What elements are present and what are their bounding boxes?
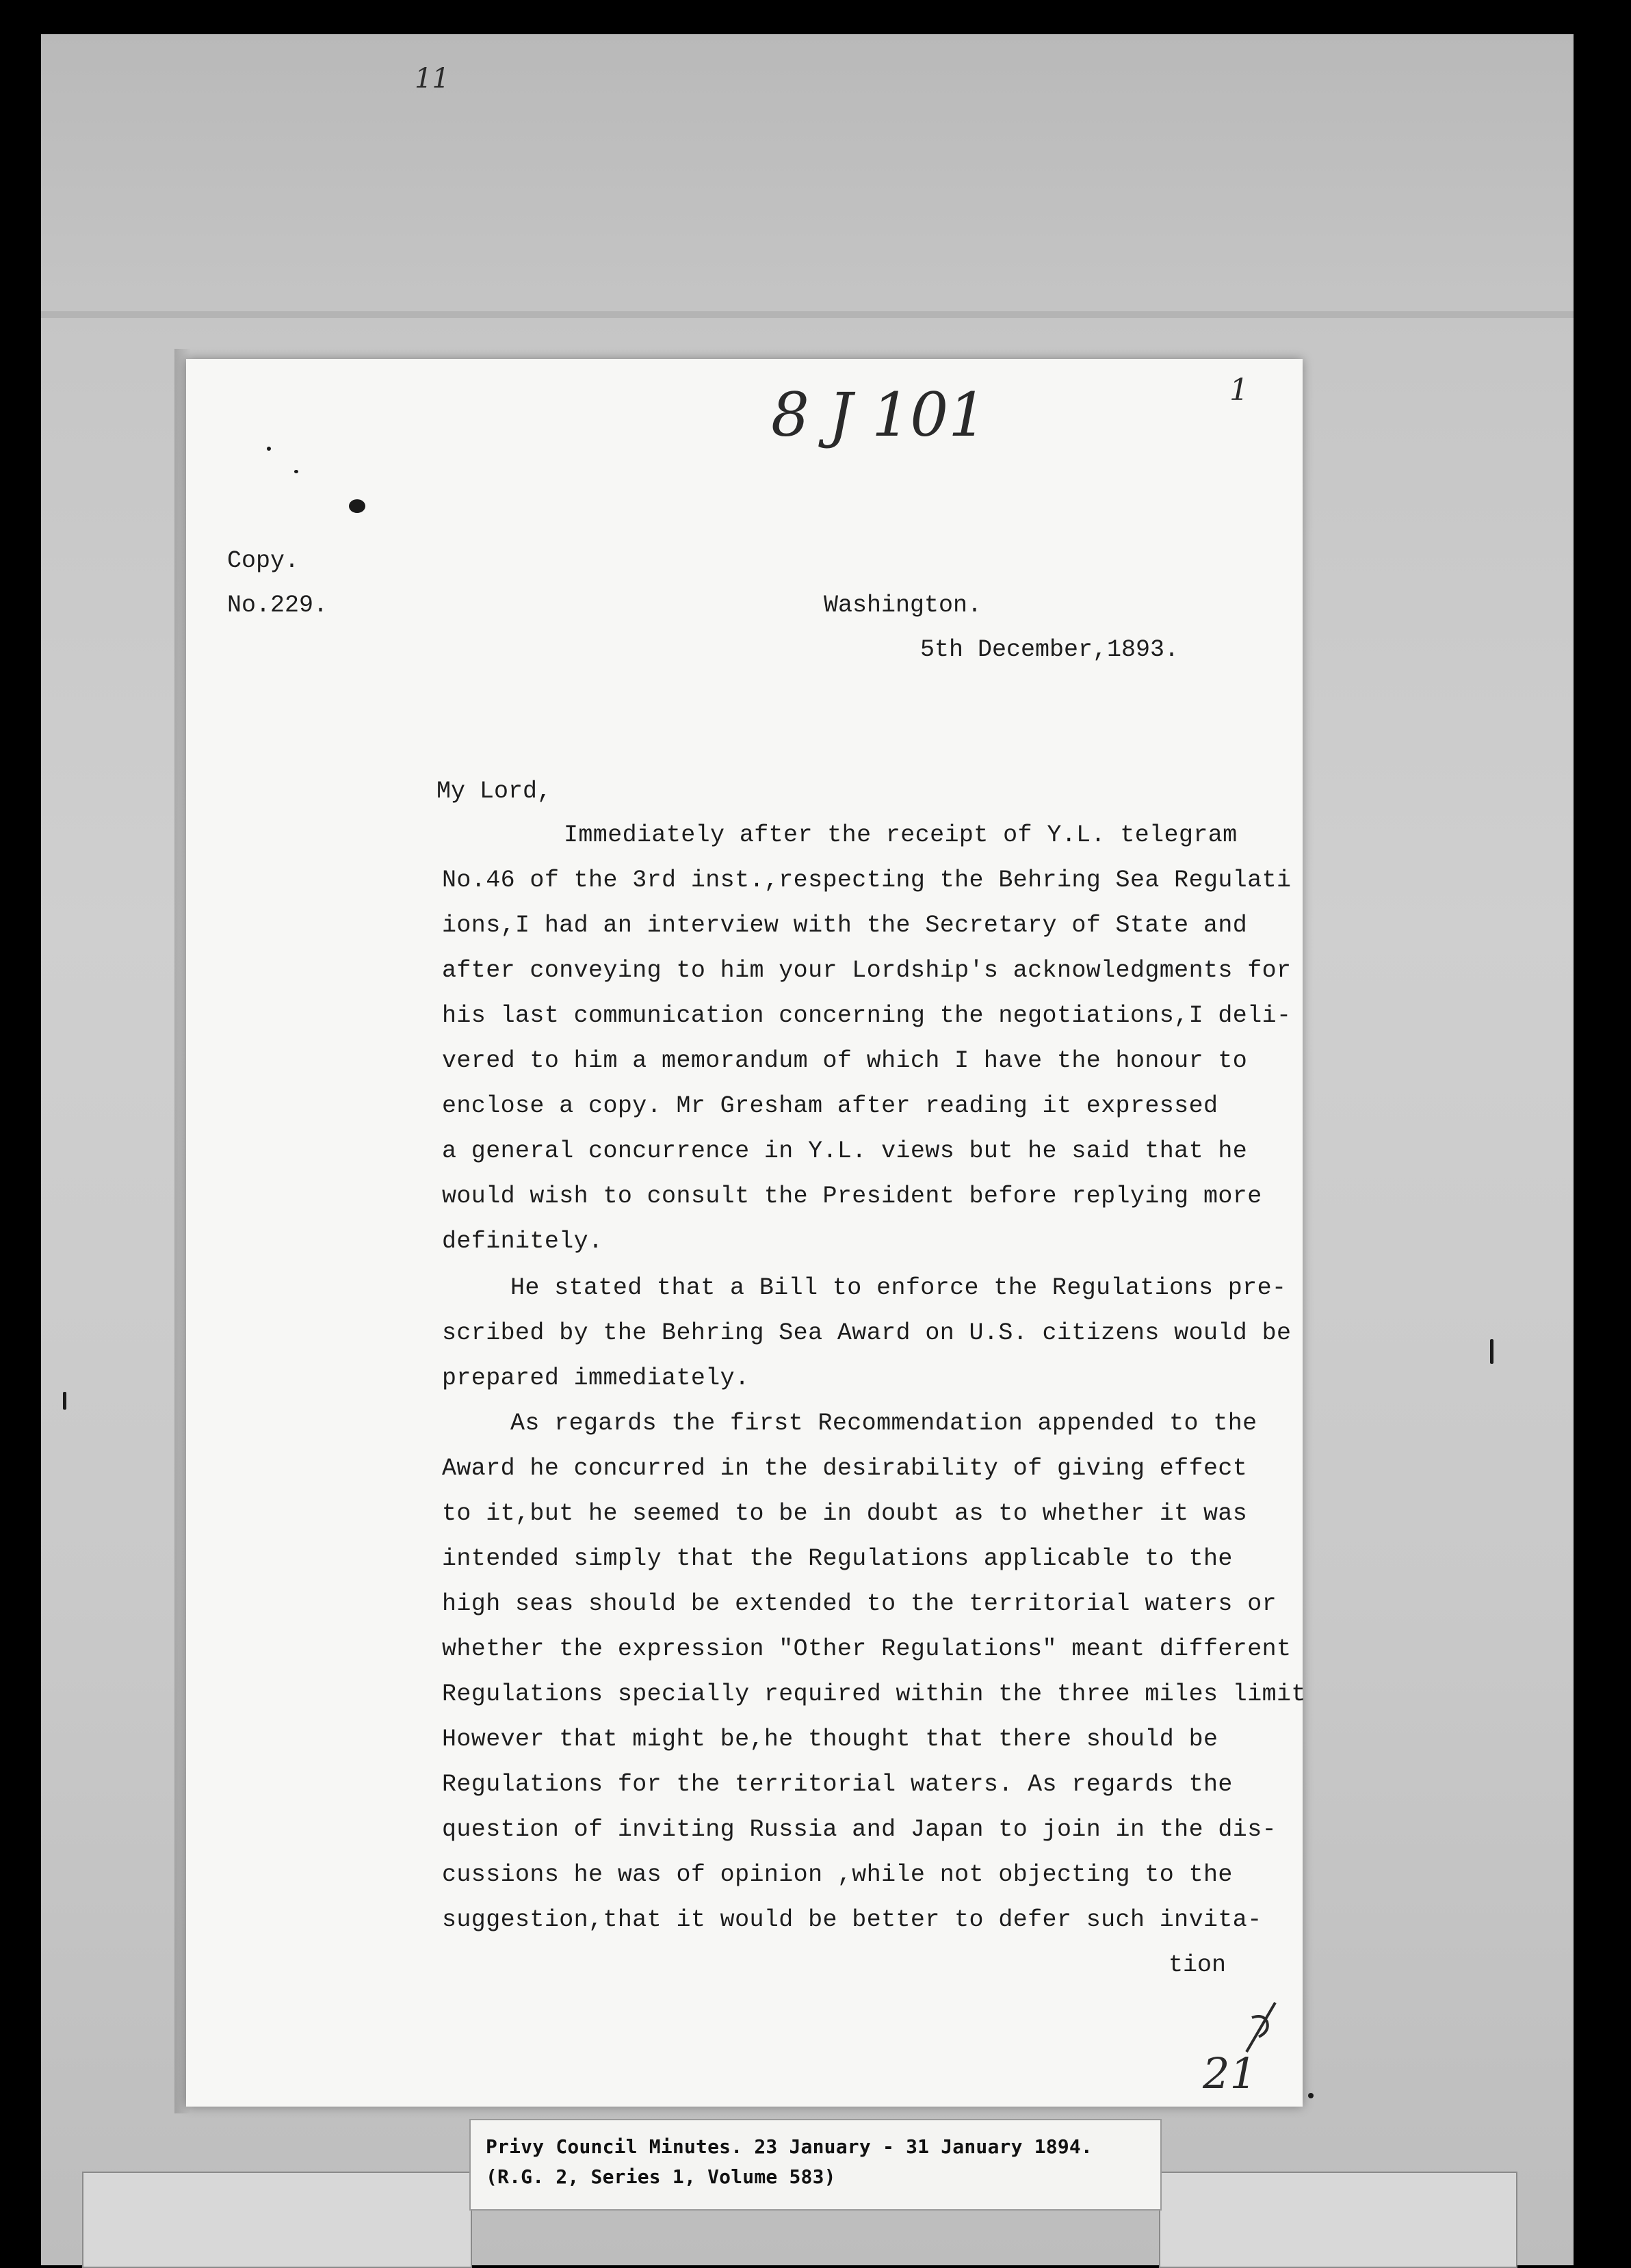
reference-annotation: 8 J 101: [771, 380, 987, 450]
archive-top-mark: 11: [415, 63, 449, 94]
letter-date: 5th December,1893.: [920, 636, 1179, 663]
letter-line: However that might be,he thought that there should be: [442, 1726, 1218, 1753]
letter-line: Award he concurred in the desirability of giving effect: [442, 1455, 1248, 1482]
letter-line: high seas should be extended to the territorial waters or: [442, 1590, 1277, 1618]
letter-line: He stated that a Bill to enforce the Regulations pre-: [510, 1274, 1287, 1302]
letter-line: scribed by the Behring Sea Award on U.S. citizens would be: [442, 1319, 1292, 1347]
letter-line: Regulations specially required within the three miles limit: [442, 1680, 1306, 1708]
archive-caption: [469, 2119, 1162, 2211]
letter-place: Washington.: [824, 592, 982, 619]
margin-speck: [63, 1392, 66, 1410]
letter-line: cussions he was of opinion ,while not objecting to the: [442, 1861, 1233, 1888]
ink-blot: [349, 499, 365, 513]
letter-line: a general concurrence in Y.L. views but he said that he: [442, 1137, 1248, 1165]
letter-line: As regards the first Recommendation appended to the: [510, 1410, 1257, 1437]
margin-speck: [1308, 2093, 1314, 2098]
letter-line: ions,I had an interview with the Secretary of State and: [442, 912, 1248, 939]
binding-strip-left: [82, 2172, 472, 2268]
letter-line: Immediately after the receipt of Y.L. telegram: [564, 821, 1238, 849]
letter-line: vered to him a memorandum of which I have the honour to: [442, 1047, 1248, 1074]
letter-line: intended simply that the Regulations applicable to the: [442, 1545, 1233, 1572]
margin-speck: [1490, 1339, 1493, 1364]
letter-number: No.229.: [227, 592, 328, 619]
letter-line: Regulations for the territorial waters. As regards the: [442, 1771, 1233, 1798]
ink-speck: [294, 470, 298, 473]
caption-reference: (R.G. 2, Series 1, Volume 583): [486, 2165, 836, 2188]
letter-line: prepared immediately.: [442, 1364, 750, 1392]
catchword: tion: [1169, 1951, 1227, 1979]
letter-line: enclose a copy. Mr Gresham after reading it expressed: [442, 1092, 1218, 1120]
letter-line: question of inviting Russia and Japan to join in the dis-: [442, 1816, 1277, 1843]
letter-line: to it,but he seemed to be in doubt as to whether it was: [442, 1500, 1248, 1527]
folio-annotation: 21: [1203, 2048, 1257, 2098]
letter-line: definitely.: [442, 1228, 603, 1255]
letter-line: No.46 of the 3rd inst.,respecting the Behring Sea Regulati: [442, 867, 1292, 894]
folio-strike-mark: [1240, 1997, 1281, 2059]
letter-page: [186, 359, 1306, 2107]
page-number-annotation: 1: [1229, 373, 1249, 408]
scan-band: [41, 311, 1574, 318]
salutation: My Lord,: [436, 778, 552, 805]
letter-line: after conveying to him your Lordship's acknowledgments for: [442, 957, 1292, 984]
letter-line: would wish to consult the President before replying more: [442, 1183, 1262, 1210]
copy-label: Copy.: [227, 547, 300, 575]
letter-line: his last communication concerning the negotiations,I deli-: [442, 1002, 1292, 1029]
caption-title: Privy Council Minutes. 23 January - 31 January 1894.: [486, 2135, 1093, 2158]
letter-line: suggestion,that it would be better to defer such invita-: [442, 1906, 1262, 1934]
binding-strip-right: [1159, 2172, 1517, 2268]
ink-speck: [267, 447, 271, 451]
letter-line: whether the expression "Other Regulations" meant different: [442, 1635, 1292, 1663]
